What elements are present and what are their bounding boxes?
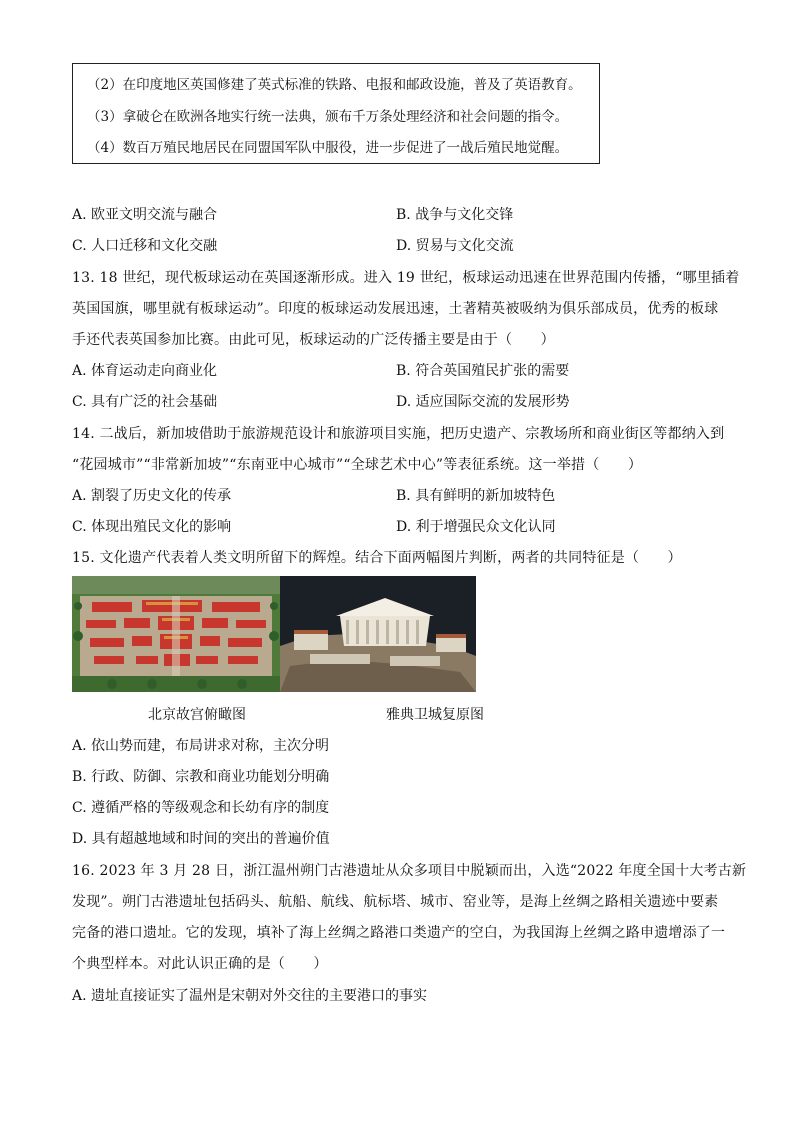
q16-stem-line-2: 发现”。朔门古港遗址包括码头、航船、航线、航标塔、城市、窑业等，是海上丝绸之路相关遗迹中要素 <box>72 894 719 910</box>
q12-option-b[interactable]: B. 战争与文化交锋 <box>396 207 514 223</box>
acropolis-photo <box>280 576 476 692</box>
q14-stem-line-1: 14. 二战后，新加坡借助于旅游规范设计和旅游项目实施，把历史遗产、宗教场所和商业街区等都纳入到 <box>72 426 725 442</box>
q13-option-c[interactable]: C. 具有广泛的社会基础 <box>72 394 218 410</box>
q16-option-a[interactable]: A. 遗址直接证实了温州是宋朝对外交往的主要港口的事实 <box>72 988 428 1004</box>
q12-option-c[interactable]: C. 人口迁移和文化交融 <box>72 238 218 254</box>
caption-acropolis: 雅典卫城复原图 <box>386 707 484 723</box>
q13-stem-line-3: 手还代表英国参加比赛。由此可见，板球运动的广泛传播主要是由于（ ） <box>72 332 555 348</box>
q14-option-d[interactable]: D. 利于增强民众文化认同 <box>396 519 556 535</box>
q13-option-b[interactable]: B. 符合英国殖民扩张的需要 <box>396 363 570 379</box>
q16-stem-line-1: 16. 2023 年 3 月 28 日，浙江温州朔门古港遗址从众多项目中脱颖而出，入选“2022 年度全国十大考古新 <box>72 863 747 879</box>
q14-option-a[interactable]: A. 割裂了历史文化的传承 <box>72 488 232 504</box>
q14-stem-line-2: “花园城市”“非常新加坡”“东南亚中心城市”“全球艺术中心”等表征系统。这一举措（ ） <box>72 457 643 473</box>
q13-option-d[interactable]: D. 适应国际交流的发展形势 <box>396 394 570 410</box>
forbidden-city-photo <box>72 576 280 692</box>
q14-option-c[interactable]: C. 体现出殖民文化的影响 <box>72 519 232 535</box>
q15-stem: 15. 文化遗产代表着人类文明所留下的辉煌。结合下面两幅图片判断，两者的共同特征是（ ） <box>72 550 682 566</box>
q12-option-d[interactable]: D. 贸易与文化交流 <box>396 238 514 254</box>
q16-stem-line-4: 个典型样本。对此认识正确的是（ ） <box>72 956 328 972</box>
q13-stem-line-1: 13. 18 世纪，现代板球运动在英国逐渐形成。进入 19 世纪，板球运动迅速在世界范围内传播，“哪里插着 <box>72 270 740 286</box>
q15-option-c[interactable]: C. 遵循严格的等级观念和长幼有序的制度 <box>72 800 330 816</box>
q13-stem-line-2: 英国国旗，哪里就有板球运动”。印度的板球运动发展迅速，土著精英被吸纳为俱乐部成员，优秀的板球 <box>72 301 719 317</box>
q14-option-b[interactable]: B. 具有鲜明的新加坡特色 <box>396 488 556 504</box>
acropolis-illustration <box>280 576 476 692</box>
forbidden-city-illustration <box>72 576 280 692</box>
q15-option-d[interactable]: D. 具有超越地域和时间的突出的普遍价值 <box>72 831 330 847</box>
q16-stem-line-3: 完备的港口遗址。它的发现，填补了海上丝绸之路港口类遗产的空白，为我国海上丝绸之路申遗增添了一 <box>72 925 726 941</box>
material-line-4: （4）数百万殖民地居民在同盟国军队中服役，进一步促进了一战后殖民地觉醒。 <box>87 140 569 156</box>
material-line-3: （3）拿破仑在欧洲各地实行统一法典，颁布千万条处理经济和社会问题的指令。 <box>87 109 569 125</box>
caption-forbidden-city: 北京故宫俯瞰图 <box>148 707 246 723</box>
q13-option-a[interactable]: A. 体育运动走向商业化 <box>72 363 218 379</box>
q12-option-a[interactable]: A. 欧亚文明交流与融合 <box>72 207 218 223</box>
q15-option-b[interactable]: B. 行政、防御、宗教和商业功能划分明确 <box>72 769 330 785</box>
material-line-2: （2）在印度地区英国修建了英式标准的铁路、电报和邮政设施，普及了英语教育。 <box>87 77 582 93</box>
material-box <box>72 63 600 164</box>
q15-option-a[interactable]: A. 依山势而建，布局讲求对称，主次分明 <box>72 738 330 754</box>
